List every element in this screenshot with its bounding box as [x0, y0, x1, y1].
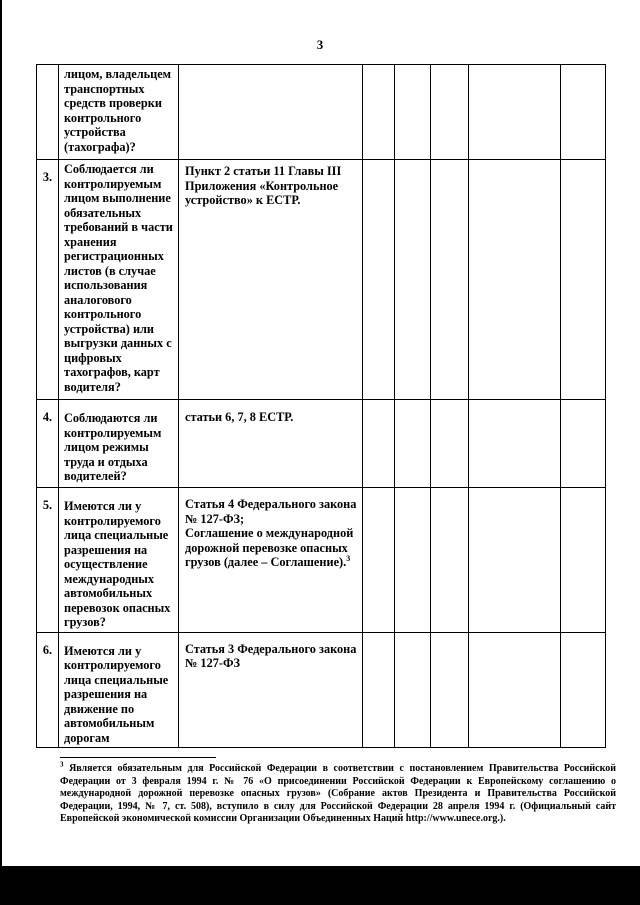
answer-cell	[561, 488, 606, 633]
answer-cell	[395, 400, 431, 488]
answer-cell	[431, 632, 469, 748]
answer-cell	[363, 632, 395, 748]
answer-cell	[469, 488, 561, 633]
answer-cell	[363, 488, 395, 633]
answer-cell	[395, 632, 431, 748]
reference-line: Соглашение о международной дорожной перевозке опасных грузов (далее – Соглашение).	[185, 526, 354, 569]
answer-cell	[395, 160, 431, 400]
answer-cell	[469, 160, 561, 400]
footnote-mark: 3	[60, 760, 64, 769]
answer-cell	[395, 65, 431, 160]
row-number: 5.	[37, 488, 59, 633]
answer-cell	[561, 160, 606, 400]
question-cell: Соблюдается ли контролируемым лицом выполнение обязательных требований в части хранения регистрационных листов (в случае использования аналогового контрольного устройства) или выгрузки данных с цифровых тахографов, карт водителя?	[59, 160, 179, 400]
checklist-table	[36, 64, 606, 748]
answer-cell	[431, 400, 469, 488]
row-number: 3.	[37, 160, 59, 400]
row-number	[37, 65, 59, 160]
reference-cell: Статья 3 Федерального закона № 127-ФЗ	[179, 632, 363, 748]
table-row	[37, 400, 606, 488]
table-row	[37, 488, 606, 633]
row-number: 4.	[37, 400, 59, 488]
answer-cell	[363, 65, 395, 160]
question-cell: Соблюдаются ли контролируемым лицом режимы труда и отдыха водителей?	[59, 400, 179, 488]
answer-cell	[561, 65, 606, 160]
answer-cell	[561, 632, 606, 748]
answer-cell	[469, 400, 561, 488]
scan-bottom-border	[0, 866, 640, 905]
answer-cell	[431, 160, 469, 400]
footnote-mark: 3	[346, 553, 351, 563]
table-row	[37, 632, 606, 748]
table-row	[37, 160, 606, 400]
reference-cell: Пункт 2 статьи 11 Главы III Приложения «Контрольное устройство» к ЕСТР.	[179, 160, 363, 400]
answer-cell	[395, 488, 431, 633]
question-cell: лицом, владельцем транспортных средств проверки контрольного устройства (тахографа)?	[59, 65, 179, 160]
answer-cell	[469, 632, 561, 748]
reference-cell	[179, 65, 363, 160]
reference-cell	[179, 488, 363, 633]
table-row	[37, 65, 606, 160]
answer-cell	[431, 488, 469, 633]
footnote-divider	[60, 757, 216, 758]
answer-cell	[561, 400, 606, 488]
footnote	[60, 760, 616, 826]
row-number: 6.	[37, 632, 59, 748]
answer-cell	[363, 400, 395, 488]
answer-cell	[431, 65, 469, 160]
reference-cell: статьи 6, 7, 8 ЕСТР.	[179, 400, 363, 488]
answer-cell	[363, 160, 395, 400]
question-cell: Имеются ли у контролируемого лица специальные разрешения на осуществление международных автомобильных перевозок опасных грузов?	[59, 488, 179, 633]
reference-line: Статья 4 Федерального закона № 127-ФЗ;	[185, 497, 357, 526]
answer-cell	[469, 65, 561, 160]
footnote-text: Является обязательным для Российской Федерации в соответствии с постановлением Правительства Российской Федерации от 3 февраля 1994 г. № 76 «О присоединении Российской Федерации к Европейскому соглашению о международной дорожной перевозке опасных грузов» (Собрание актов Президента и Правительства Российской Федерации, 1994, № 7, ст. 508), вступило в силу для Российской Федерации 28 апреля 1994 г. (Официальный сайт Европейской экономической комиссии Организации Объединенных Наций http://www.unece.org.).	[60, 763, 616, 824]
question-cell: Имеются ли у контролируемого лица специальные разрешения на движение по автомобильным дорогам	[59, 632, 179, 748]
page-number: 3	[316, 37, 324, 52]
scan-edge-line	[0, 0, 2, 866]
